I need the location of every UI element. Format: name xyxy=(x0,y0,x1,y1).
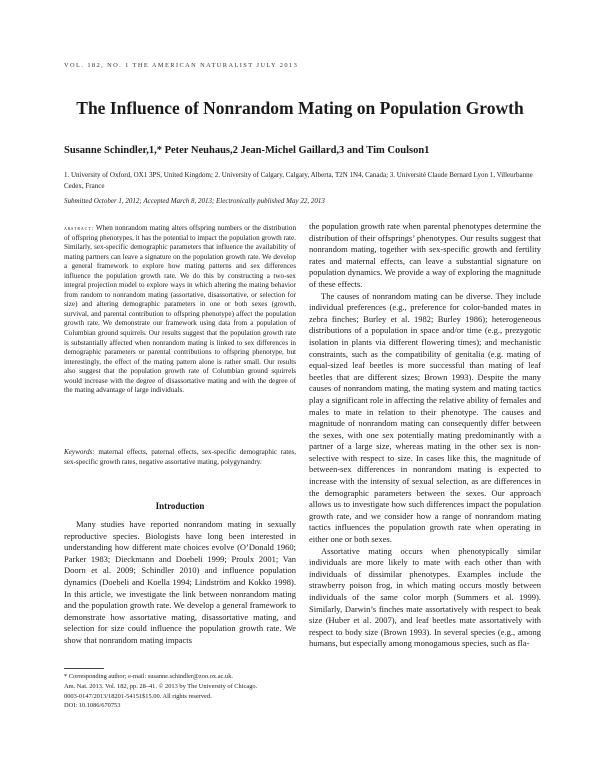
correspondence-note: * Corresponding author; e-mail: susanne.schindler@zoo.ox.ac.uk. xyxy=(64,673,233,680)
running-head: VOL. 182, NO. 1 THE AMERICAN NATURALIST JULY 2013 xyxy=(64,62,299,69)
abstract-label: abstract: xyxy=(64,225,94,232)
keywords xyxy=(64,448,296,467)
author-list: Susanne Schindler,1,* Peter Neuhaus,2 Jean-Michel Gaillard,3 and Tim Coulson1 xyxy=(64,145,430,156)
right-column-body xyxy=(309,221,541,650)
keywords-label: Keywords: xyxy=(64,448,95,456)
introduction-heading: Introduction xyxy=(155,501,205,511)
abstract xyxy=(64,224,296,396)
paragraph-assortative: Assortative mating occurs when phenotypically similar individuals are more likely to mate with each other than with individuals of dissimilar phenotypes. Examples include the strawberry poison frog, in which mating occurs mostly between individuals of the same color morph (Summers et al. 1999). Similarly, Darwin’s finches mate assortatively with respect to beak size (Huber et al. 2007), and leaf beetles mate assortatively with respect to body size (Brown 1993). In several species (e.g., among humans, but especially among monogamous species, such as fla- xyxy=(309,545,541,649)
footnote-rule xyxy=(64,668,104,669)
citation-note: Am. Nat. 2013. Vol. 182, pp. 28–41. © 2013 by The University of Chicago. xyxy=(64,682,258,690)
affiliations: 1. University of Oxford, OX1 3PS, United Kingdom; 2. University of Calgary, Calgary, Alberta, T2N 1N4, Canada; 3. Université Claude Bernard Lyon 1, Villeurbanne Cedex, France xyxy=(64,171,533,190)
publication-dates: Submitted October 1, 2012; Accepted March 8, 2013; Electronically published May 22, 2013 xyxy=(64,197,325,205)
footnotes xyxy=(64,672,296,711)
article-title: The Influence of Nonrandom Mating on Population Growth xyxy=(76,98,524,118)
paragraph-causes: The causes of nonrandom mating can be diverse. They include individual preferences (e.g., preference for color-banded mates in zebra finches; Burley et al. 1982; Burley 1986); heterogeneous distributions of a population in space and/or time (e.g., prezygotic isolation in plants via different flowering times); and mechanistic constraints, such as the compatibility of genitalia (e.g. mating of equal-sized leaf beetles is more successful than mating of leaf beetles that are different sizes; Brown 1993). Despite the many causes of nonrandom mating, the mating system and mating tactics play a significant role in affecting the relative ability of females and males to mate in relation to their phenotype. The causes and magnitude of nonrandom mating can consequently differ between the sexes, with one sex potentially mating predominantly with a partner of a large size, whereas mating in the other sex is non-selective with respect to size. In cases like this, the magnitude of between-sex differences in nonrandom mating is expected to increase with the intensity of sexual selection, as are differences in the demographic parameters between the sexes. Our approach allows us to investigate how such differences impact the population growth rate, and we consider how a range of nonrandom mating tactics influences the population growth rate when operating in either one or both sexes. xyxy=(309,290,541,545)
paragraph-continued: the population growth rate when parental phenotypes determine the distribution of their offsprings’ phenotypes. Our results suggest that nonrandom mating, together with sex-specific growth and fertility rates and maternal effects, can leave a substantial signature on population dynamics. We provide a way of exploring the magnitude of these effects. xyxy=(309,221,541,289)
doi-note: DOI: 10.1086/670753 xyxy=(64,702,121,710)
keywords-text: maternal effects, paternal effects, sex-specific demographic rates, sex-specific growth rates, negative assortative mating, polygynandry. xyxy=(64,448,296,466)
left-column-body xyxy=(64,519,296,647)
abstract-text: When nonrandom mating alters offspring numbers or the distribution of offspring phenotypes, it has the potential to impact the population growth rate. Similarly, sex-specific demographic parameters that influence the availability of mating partners can leave a signature on the population growth rate. We develop a general framework to explore how mating patterns and sex differences influence the population growth rate. We do this by constructing a two-sex integral projection model to explore ways in which altering the mating behavior from random to nonrandom mating (assortative, disassortative, or selection for size) and altering demographic parameters in one or both sexes (growth, survival, and parental contribution to offspring phenotype) affect the population growth rate. We demonstrate our framework using data from a population of Columbian ground squirrels. Our results suggest that the population growth rate is substantially affected when nonrandom mating is linked to sex differences in demographic parameters or parental contributions to offspring phenotype, but interestingly, the effect of the mating pattern alone is rather small. Our results also suggest that the population growth rate of Columbian ground squirrels would increase with the degree of disassortative mating and with the degree of the mating advantage of large individuals. xyxy=(64,224,297,395)
intro-paragraph: Many studies have reported nonrandom mating in sexually reproductive species. Biologists have long been interested in understanding how different mate choices evolve (O’Donald 1960; Parker 1983; Dieckmann and Doebeli 1999; Proulx 2001; Van Doorn et al. 2009; Schindler 2010) and influence population dynamics (Doebeli and Koella 1994; Lindström and Kokko 1998). In this article, we investigate the link between nonrandom mating and the population growth rate. We develop a general framework to demonstrate how assortative mating, disassortative mating, and selection for size could influence the population growth rate. We show that nonrandom mating impacts xyxy=(64,519,296,645)
issn-note: 0003-0147/2013/18201-54151$15.00. All rights reserved. xyxy=(64,692,212,700)
